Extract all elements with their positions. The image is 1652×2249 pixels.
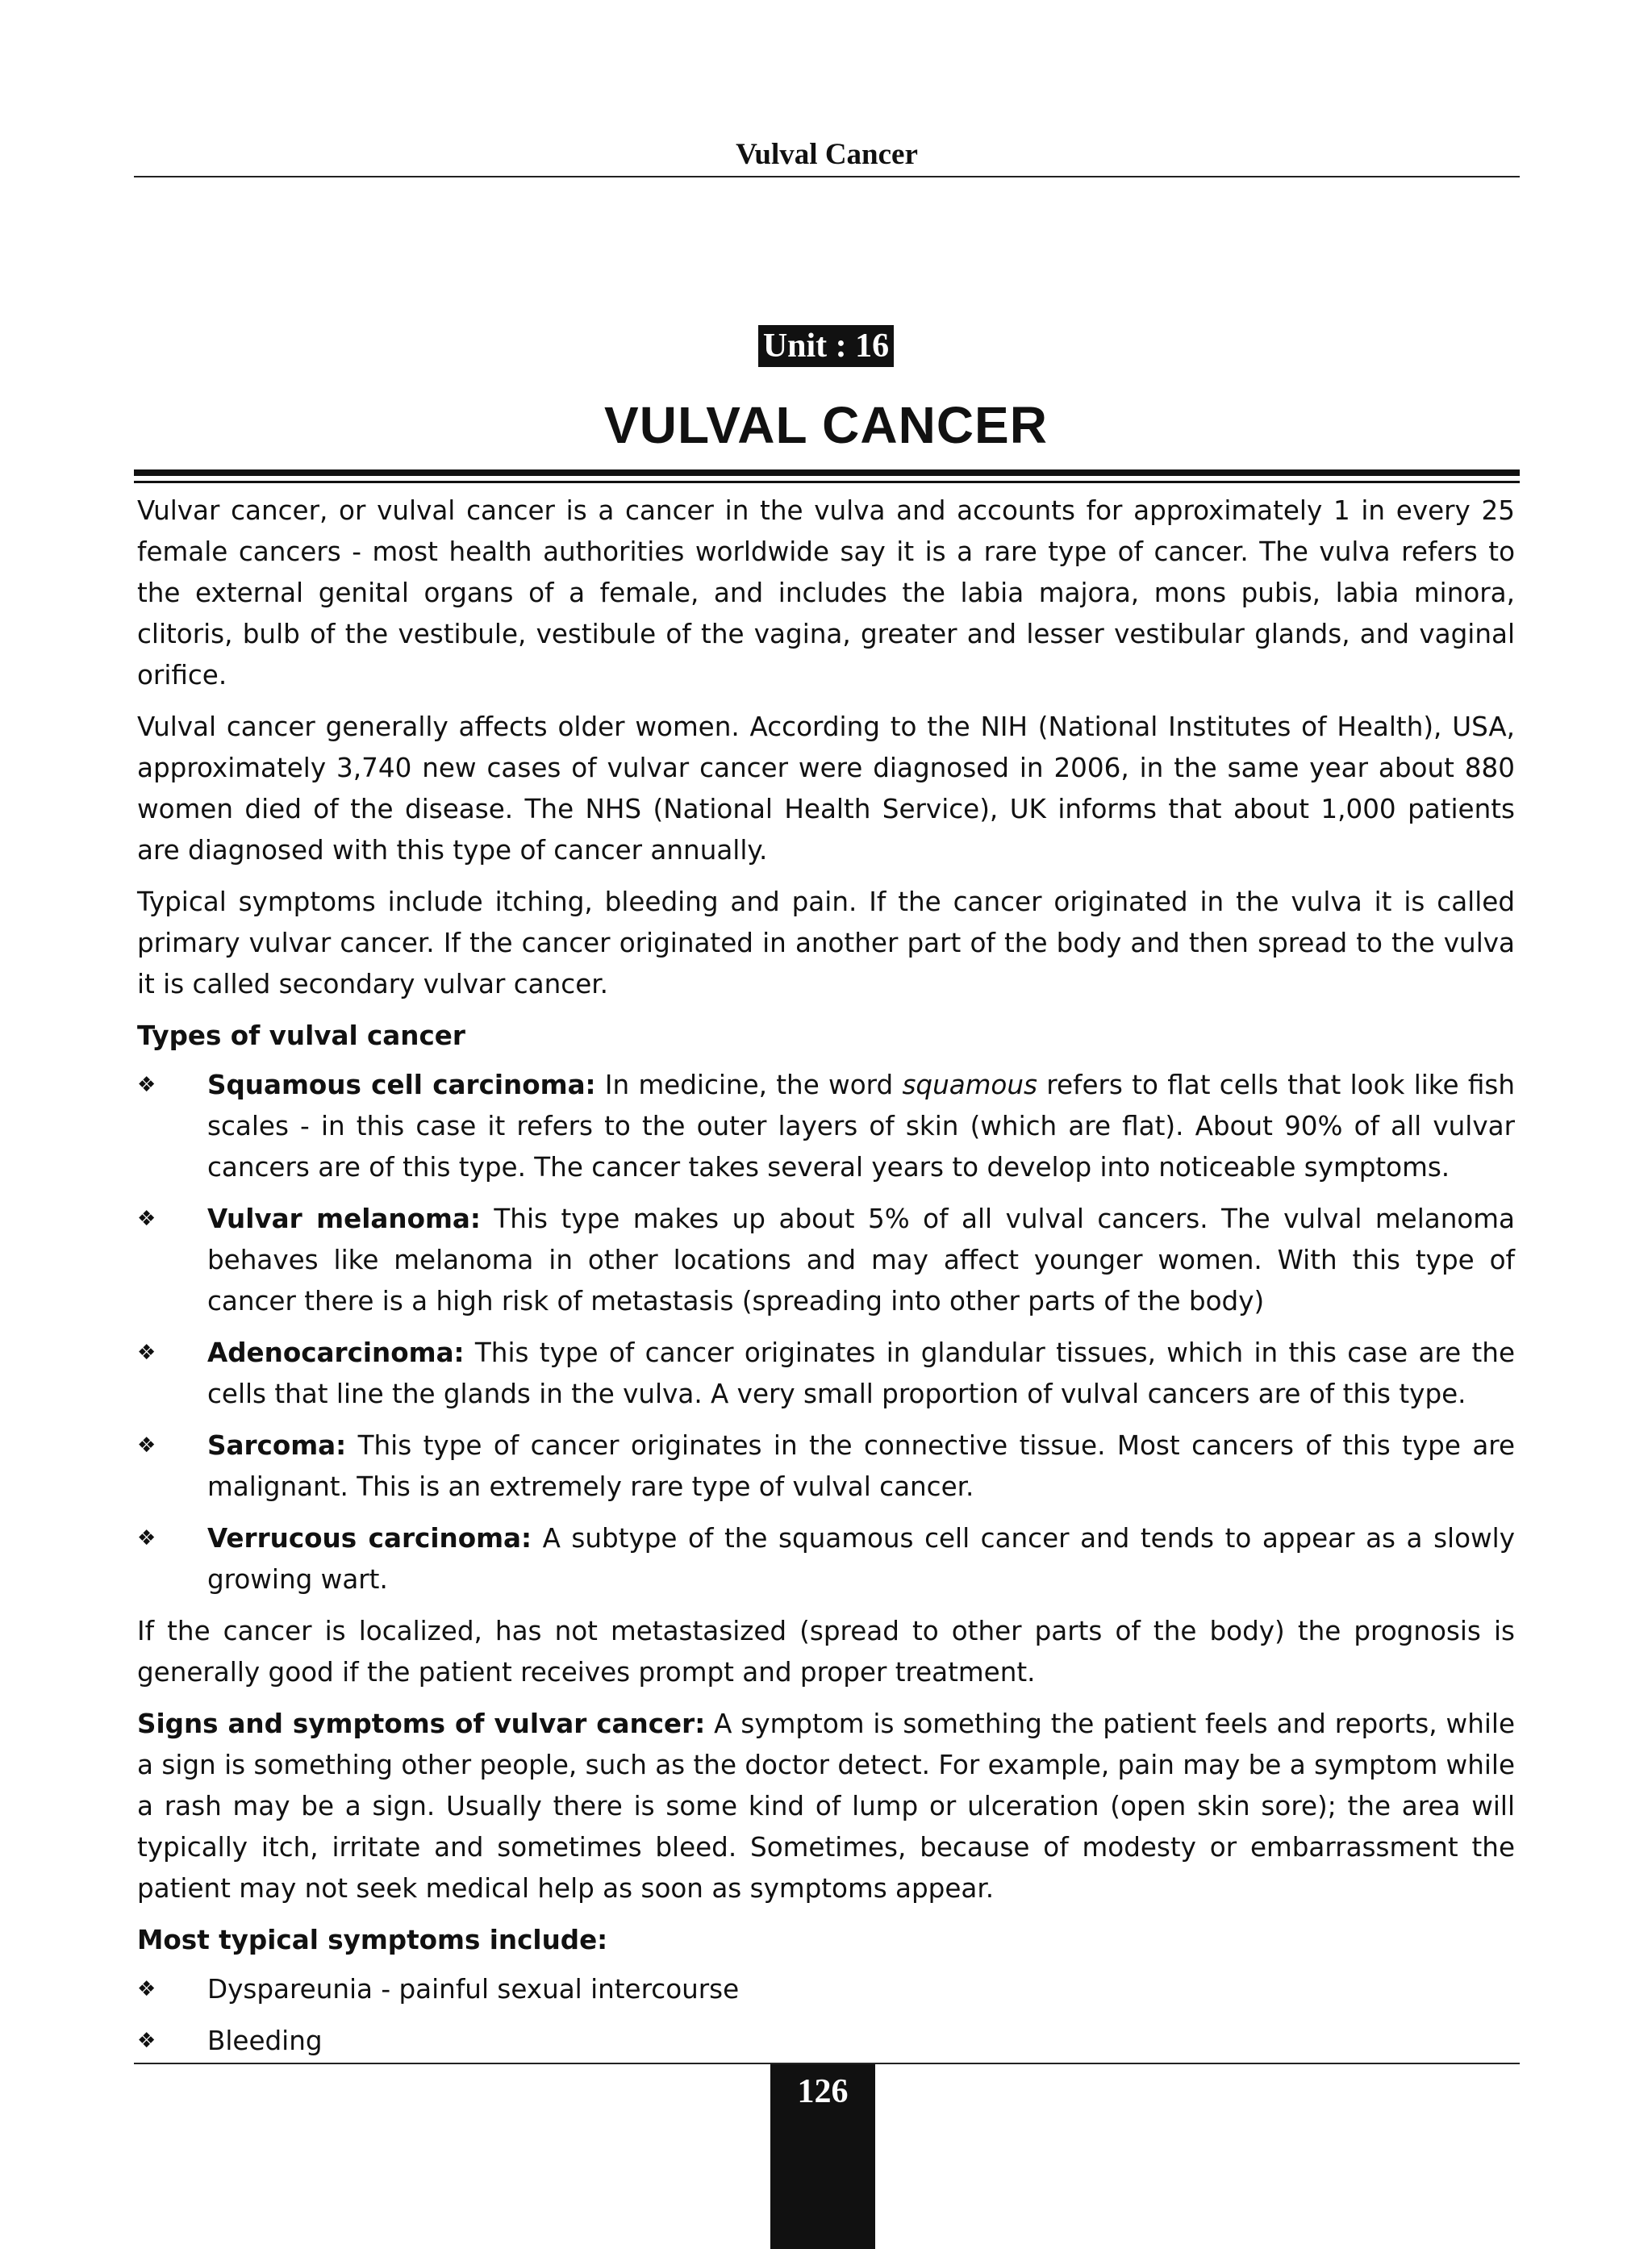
list-item — [137, 1065, 1515, 1188]
list-item — [137, 1518, 1515, 1600]
list-item — [137, 1969, 1515, 2010]
list-item-emphasis: squamous — [902, 1070, 1037, 1100]
list-item-text: A subtype of the squamous cell cancer and tends to appear as a slowly growing wart. — [207, 1523, 1515, 1595]
unit-badge: Unit : 16 — [758, 325, 894, 367]
list-item — [137, 1199, 1515, 1322]
signs-term: Signs and symptoms of vulvar cancer: — [137, 1709, 706, 1739]
list-item-text: This type of cancer originates in glandular tissues, which in this case are the cells that line the glands in the vulva. A very small proportion of vulval cancers are of this type. — [207, 1337, 1515, 1409]
list-item-term: Squamous cell carcinoma: — [207, 1070, 596, 1100]
running-header: Vulval Cancer — [736, 138, 918, 171]
symptoms-list — [137, 1969, 1515, 2062]
list-item-term: Verrucous carcinoma: — [207, 1523, 532, 1554]
diamond-bullet-icon: ❖ — [137, 1341, 156, 1365]
diamond-bullet-icon: ❖ — [137, 1433, 156, 1458]
document-body — [137, 490, 1515, 2072]
list-item — [137, 2021, 1515, 2062]
list-item-text: This type of cancer originates in the connective tissue. Most cancers of this type are malignant. This is an extremely rare type of vulval cancer. — [207, 1430, 1515, 1502]
diamond-bullet-icon: ❖ — [137, 1207, 156, 1231]
list-item-text: Dyspareunia - painful sexual intercourse — [207, 1974, 740, 2005]
title-divider-thick — [134, 469, 1520, 476]
diamond-bullet-icon: ❖ — [137, 2029, 156, 2053]
signs-paragraph — [137, 1704, 1515, 1909]
list-item-text: In medicine, the word — [595, 1070, 903, 1100]
list-item-text: refers to flat cells that look like fish scales - in this case it refers to the outer layers of skin (which are flat). About 90% of all vulvar cancers are of this type. The cancer takes several years to develop into noticeable symptoms. — [207, 1070, 1515, 1183]
diamond-bullet-icon: ❖ — [137, 1977, 156, 2001]
chapter-title: VULVAL CANCER — [604, 396, 1048, 454]
statistics-paragraph: Vulval cancer generally affects older women. According to the NIH (National Institutes of Health), USA, approximately 3,740 new cases of vulvar cancer were diagnosed in 2006, in the same year about 880 women died of the disease. The NHS (National Health Service), UK informs that about 1,000 patients are diagnosed with this type of cancer annually. — [137, 711, 1515, 866]
list-item-term: Sarcoma: — [207, 1430, 347, 1461]
types-list — [137, 1065, 1515, 1600]
list-item-term: Adenocarcinoma: — [207, 1337, 465, 1368]
title-divider-thin — [134, 481, 1520, 483]
list-item — [137, 1333, 1515, 1415]
diamond-bullet-icon: ❖ — [137, 1526, 156, 1550]
header-divider — [134, 176, 1520, 177]
diamond-bullet-icon: ❖ — [137, 1073, 156, 1097]
list-item-text: This type makes up about 5% of all vulval cancers. The vulval melanoma behaves like melanoma in other locations and may affect younger women. With this type of cancer there is a high risk of metastasis (spreading into other parts of the body) — [207, 1204, 1515, 1316]
symptoms-heading: Most typical symptoms include: — [137, 1925, 608, 1955]
types-heading: Types of vulval cancer — [137, 1020, 465, 1051]
signs-text: A symptom is something the patient feels and reports, while a sign is something other people, such as the doctor detect. For example, pain may be a symptom while a rash may be a sign. Usually there is some kind of lump or ulceration (open skin sore); the area will typically itch, irritate and sometimes bleed. Sometimes, because of modesty or embarrassment the patient may not seek medical help as soon as symptoms appear. — [137, 1709, 1515, 1904]
list-item — [137, 1425, 1515, 1508]
intro-paragraph: Vulvar cancer, or vulval cancer is a cancer in the vulva and accounts for approximately 1 in every 25 female cancers - most health authorities worldwide say it is a rare type of cancer. The vulva refers to the external genital organs of a female, and includes the labia majora, mons pubis, labia minora, clitoris, bulb of the vestibule, vestibule of the vagina, greater and lesser vestibular glands, and vaginal orifice. — [137, 495, 1515, 691]
list-item-term: Vulvar melanoma: — [207, 1204, 481, 1234]
page-number-tab — [770, 2064, 875, 2249]
list-item-text: Bleeding — [207, 2026, 323, 2056]
prognosis-paragraph: If the cancer is localized, has not metastasized (spread to other parts of the body) the prognosis is generally good if the patient receives prompt and proper treatment. — [137, 1616, 1515, 1688]
symptoms-overview-paragraph: Typical symptoms include itching, bleeding and pain. If the cancer originated in the vulva it is called primary vulvar cancer. If the cancer originated in another part of the body and then spread to the vulva it is called secondary vulvar cancer. — [137, 887, 1515, 999]
page-number: 126 — [797, 2073, 849, 2110]
unit-badge-wrapper — [0, 325, 1652, 367]
